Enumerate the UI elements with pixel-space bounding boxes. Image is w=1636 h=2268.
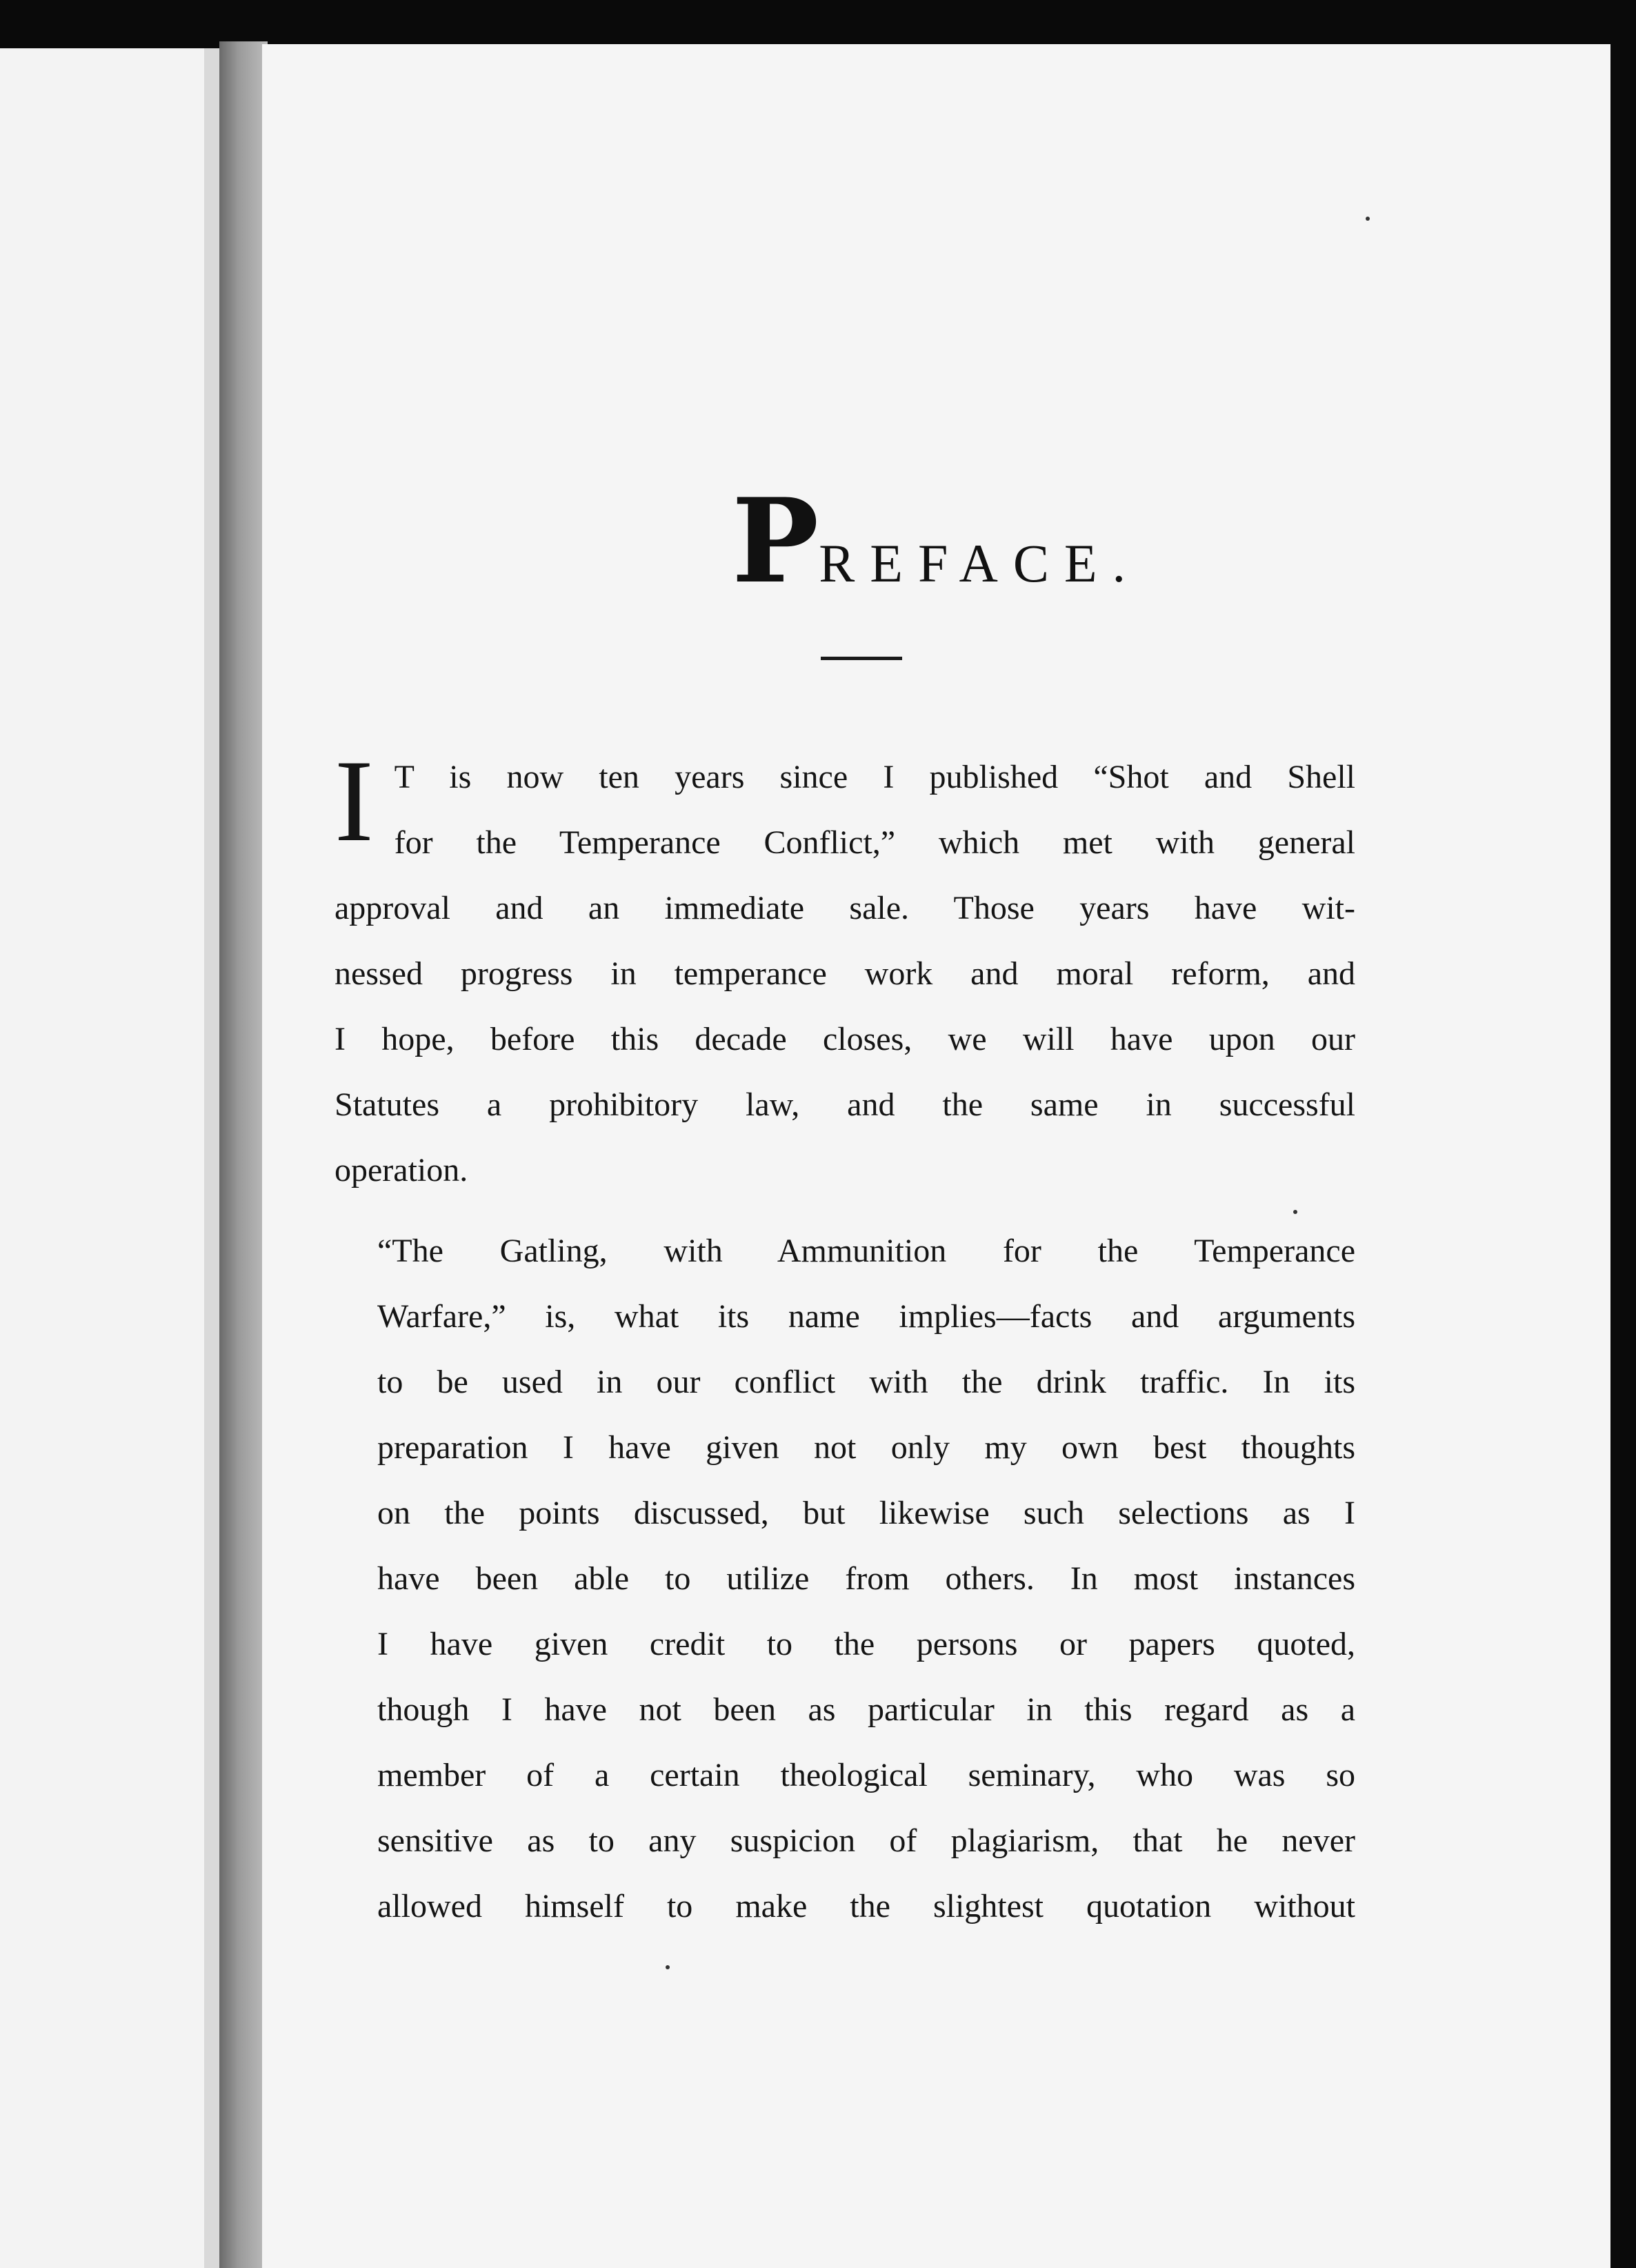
paragraph-1	[335, 736, 1355, 1203]
text-line: I hope, before this decade closes, we will have upon our	[335, 1021, 1355, 1057]
text-line: nessed progress in temperance work and moral reform, and	[335, 955, 1355, 992]
text-line: sensitive as to any suspicion of plagiarism, that he never	[377, 1822, 1355, 1859]
title-ornamental-initial: P	[731, 472, 819, 609]
text-line: member of a certain theological seminary, who was so	[377, 1757, 1355, 1793]
text-line: I have given credit to the persons or papers quoted,	[377, 1626, 1355, 1662]
text-line: on the points discussed, but likewise such selections as I	[377, 1495, 1355, 1531]
text-line: approval and an immediate sale. Those years have wit-	[335, 890, 1355, 926]
text-line: though I have not been as particular in this regard as a	[377, 1691, 1355, 1728]
book-gutter	[219, 41, 268, 2268]
preface-body	[335, 736, 1355, 1939]
drop-cap: I	[335, 736, 374, 866]
left-page-edge	[204, 48, 219, 2268]
text-line: have been able to utilize from others. In most instances	[377, 1560, 1355, 1597]
text-line: allowed himself to make the slightest quotation without	[377, 1888, 1355, 1924]
title-divider	[821, 657, 902, 660]
text-line: to be used in our conflict with the drink traffic. In its	[377, 1364, 1355, 1400]
text-line: operation.	[335, 1152, 468, 1188]
paper-speck	[1293, 1210, 1297, 1214]
paragraph-2	[335, 1218, 1355, 1939]
paper-speck	[666, 1965, 670, 1969]
page-title	[262, 472, 1610, 609]
text-line: “The Gatling, with Ammunition for the Temperance	[377, 1233, 1355, 1269]
title-text: REFACE.	[819, 533, 1141, 593]
preface-page	[262, 44, 1610, 2268]
text-line: Warfare,” is, what its name implies—facts and arguments	[377, 1298, 1355, 1335]
text-line: preparation I have given not only my own best thoughts	[377, 1429, 1355, 1466]
text-line: for the Temperance Conflict,” which met with general	[394, 824, 1355, 861]
text-line: Statutes a prohibitory law, and the same in successful	[335, 1086, 1355, 1123]
left-blank-page	[0, 48, 207, 2268]
paper-speck	[1366, 217, 1370, 221]
text-line: T is now ten years since I published “Shot and Shell	[394, 759, 1355, 795]
